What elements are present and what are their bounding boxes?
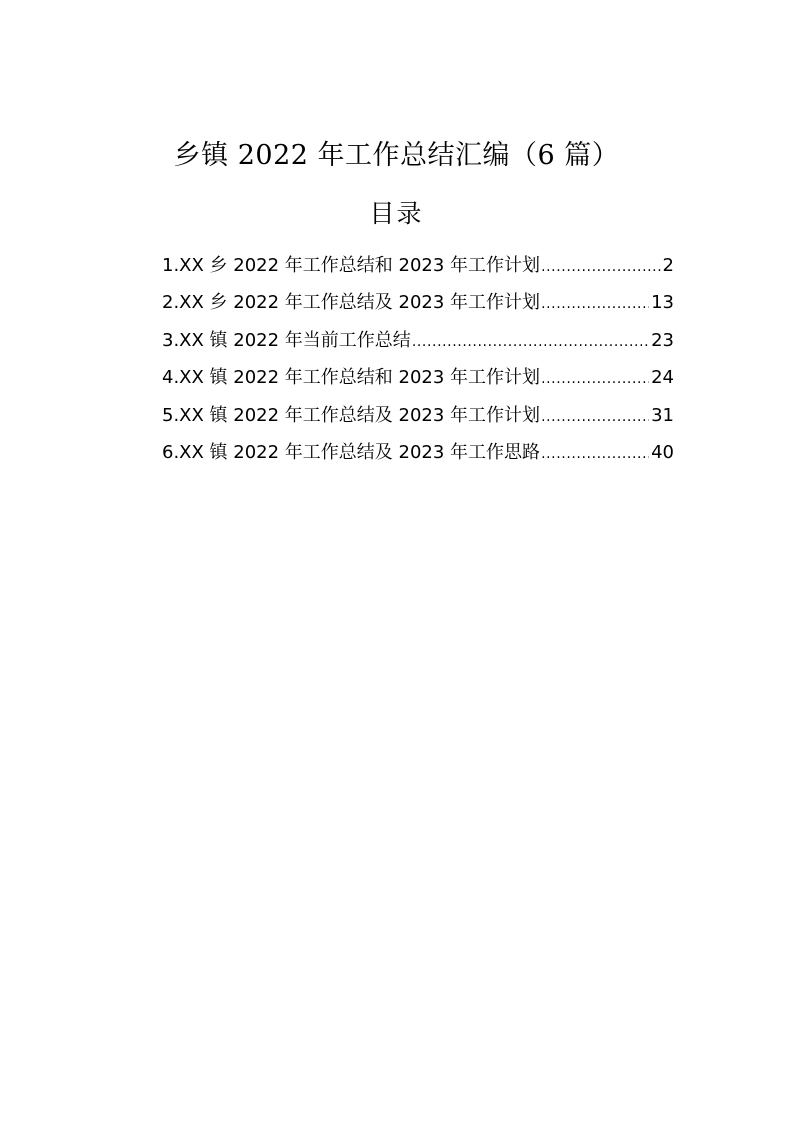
toc-entry[interactable] [162, 437, 674, 474]
toc-dot-leader [541, 438, 649, 470]
toc-dot-leader [541, 363, 649, 395]
toc-entry-title: 3.XX 镇 2022 年当前工作总结 [162, 329, 411, 351]
toc-entry-title: 6.XX 镇 2022 年工作总结及 2023 年工作思路 [162, 441, 541, 463]
toc-page-number: 2 [662, 255, 674, 276]
toc-page-number: 40 [651, 441, 674, 463]
toc-page-number: 24 [651, 367, 674, 389]
toc-entry-title: 1.XX 乡 2022 年工作总结和 2023 年工作计划 [162, 255, 541, 276]
toc-entry[interactable] [162, 325, 674, 362]
toc-entry[interactable] [162, 287, 674, 324]
toc-dot-leader [412, 326, 649, 358]
toc-heading: 目录 [369, 199, 424, 228]
toc-entry-title: 5.XX 镇 2022 年工作总结及 2023 年工作计划 [162, 404, 541, 426]
toc-entry[interactable] [162, 400, 674, 437]
toc-entry[interactable] [162, 250, 674, 287]
toc-page-number: 23 [651, 329, 674, 351]
toc-page-number: 31 [651, 404, 674, 426]
toc-dot-leader [541, 401, 649, 433]
table-of-contents [162, 250, 674, 474]
toc-dot-leader [541, 288, 649, 320]
document-title: 乡镇 2022 年工作总结汇编（6 篇） [173, 140, 620, 171]
toc-entry-title: 4.XX 镇 2022 年工作总结和 2023 年工作计划 [162, 367, 541, 389]
toc-dot-leader [541, 251, 660, 283]
toc-entry-title: 2.XX 乡 2022 年工作总结及 2023 年工作计划 [162, 292, 541, 314]
toc-entry[interactable] [162, 362, 674, 399]
toc-page-number: 13 [651, 292, 674, 314]
